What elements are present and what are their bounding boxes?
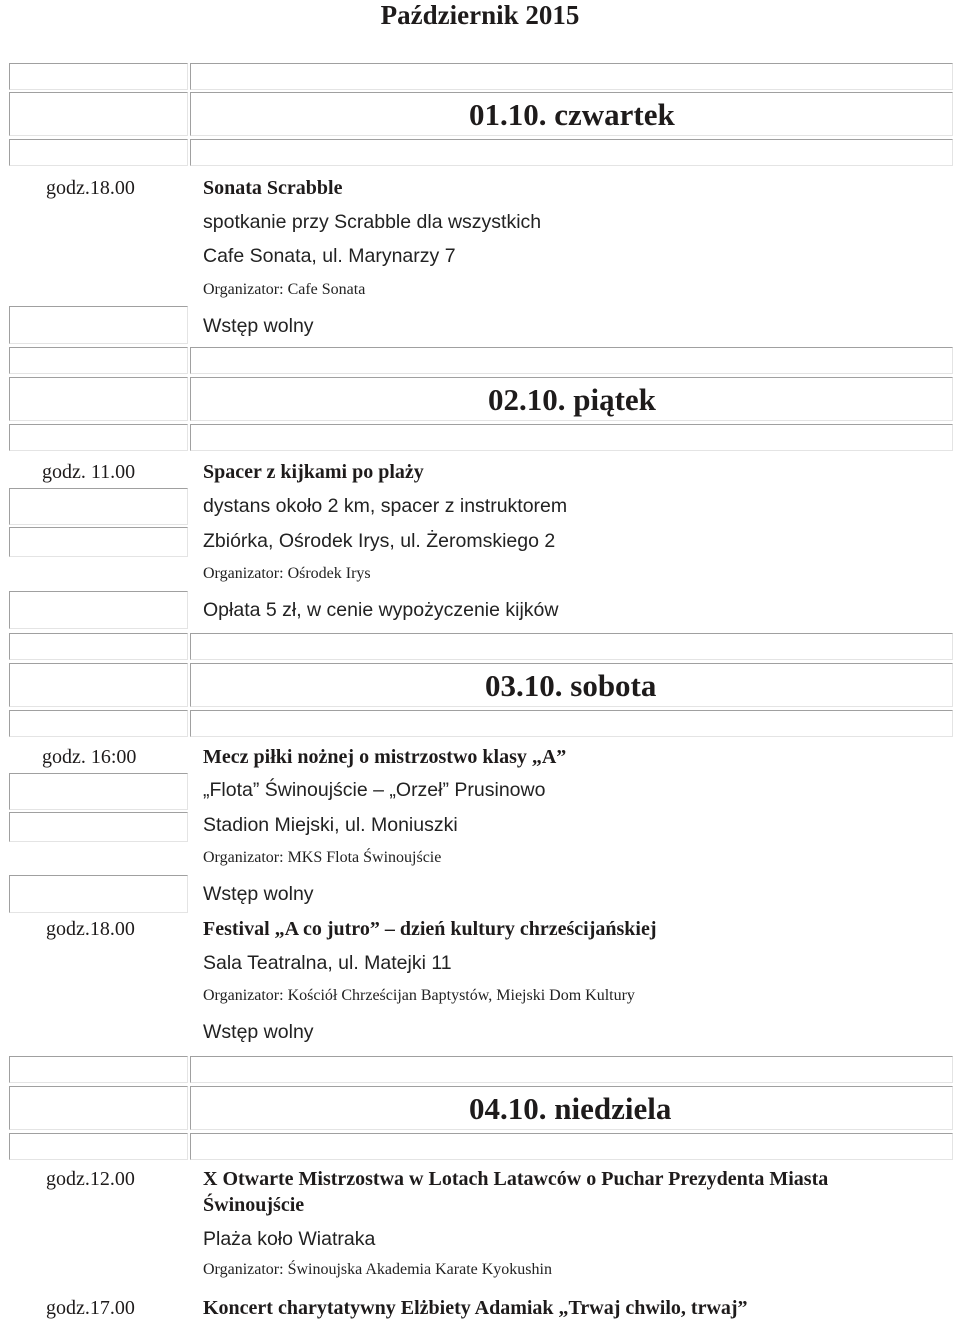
empty-cell: [9, 663, 188, 707]
event-entry: Opłata 5 zł, w cenie wypożyczenie kijków: [203, 599, 559, 621]
event-time: godz.12.00: [46, 1168, 135, 1190]
event-location: Zbiórka, Ośrodek Irys, ul. Żeromskiego 2: [203, 530, 556, 552]
day-date-0110: 01.10. czwartek: [469, 97, 675, 132]
event-title: Koncert charytatywny Elżbiety Adamiak „Trwaj chwilo, trwaj”: [203, 1297, 748, 1319]
empty-cell: [190, 139, 953, 166]
event-location: Sala Teatralna, ul. Matejki 11: [203, 952, 452, 974]
event-time: godz. 11.00: [42, 461, 136, 483]
event-entry: Wstęp wolny: [203, 315, 314, 337]
empty-cell: [190, 633, 953, 660]
event-organizer: Organizator: Cafe Sonata: [203, 281, 366, 298]
day-date-0410: 04.10. niedziela: [469, 1091, 672, 1126]
day-date-0210: 02.10. piątek: [488, 382, 656, 417]
event-location: Stadion Miejski, ul. Moniuszki: [203, 814, 458, 836]
empty-cell: [9, 488, 188, 525]
empty-cell: [9, 527, 188, 557]
event-description: spotkanie przy Scrabble dla wszystkich: [203, 211, 542, 233]
empty-cell: [9, 424, 188, 451]
page-title: Październik 2015: [380, 0, 580, 30]
empty-cell: [190, 1056, 953, 1083]
empty-cell: [9, 773, 188, 810]
empty-cell: [9, 63, 188, 90]
empty-cell: [9, 710, 188, 737]
empty-cell: [9, 812, 188, 842]
empty-cell: [9, 347, 188, 374]
empty-cell: [9, 306, 188, 344]
empty-cell: [9, 92, 188, 136]
event-title: Festival „A co jutro” – dzień kultury chrześcijańskiej: [203, 918, 657, 940]
empty-cell: [9, 377, 188, 421]
event-time: godz. 16:00: [42, 746, 137, 768]
event-time: godz.18.00: [46, 177, 135, 199]
event-entry: Wstęp wolny: [203, 1021, 314, 1043]
event-organizer: Organizator: MKS Flota Świnoujście: [203, 849, 442, 866]
event-title-line1: X Otwarte Mistrzostwa w Lotach Latawców o Puchar Prezydenta Miasta: [203, 1168, 829, 1190]
empty-cell: [9, 1056, 188, 1083]
event-organizer: Organizator: Ośrodek Irys: [203, 565, 371, 582]
empty-cell: [190, 710, 953, 737]
event-description: „Flota” Świnoujście – „Orzeł” Prusinowo: [203, 779, 546, 801]
event-organizer: Organizator: Kościół Chrześcijan Baptystów, Miejski Dom Kultury: [203, 987, 635, 1004]
event-time: godz.17.00: [46, 1297, 135, 1319]
event-description: dystans około 2 km, spacer z instruktorem: [203, 495, 568, 517]
empty-cell: [9, 633, 188, 660]
empty-cell: [190, 347, 953, 374]
event-organizer: Organizator: Świnoujska Akademia Karate Kyokushin: [203, 1261, 552, 1278]
empty-cell: [9, 139, 188, 166]
empty-cell: [190, 63, 953, 90]
event-location: Cafe Sonata, ul. Marynarzy 7: [203, 245, 456, 267]
event-title-line2: Świnoujście: [203, 1194, 305, 1216]
empty-cell: [190, 1133, 953, 1160]
empty-cell: [9, 1133, 188, 1160]
day-date-0310: 03.10. sobota: [485, 668, 657, 703]
empty-cell: [9, 591, 188, 629]
event-title: Sonata Scrabble: [203, 177, 343, 199]
event-title: Mecz piłki nożnej o mistrzostwo klasy „A”: [203, 746, 567, 768]
event-time: godz.18.00: [46, 918, 135, 940]
event-location: Plaża koło Wiatraka: [203, 1228, 376, 1250]
empty-cell: [9, 875, 188, 913]
empty-cell: [9, 1086, 188, 1130]
event-entry: Wstęp wolny: [203, 883, 314, 905]
empty-cell: [190, 424, 953, 451]
event-title: Spacer z kijkami po plaży: [203, 461, 424, 483]
